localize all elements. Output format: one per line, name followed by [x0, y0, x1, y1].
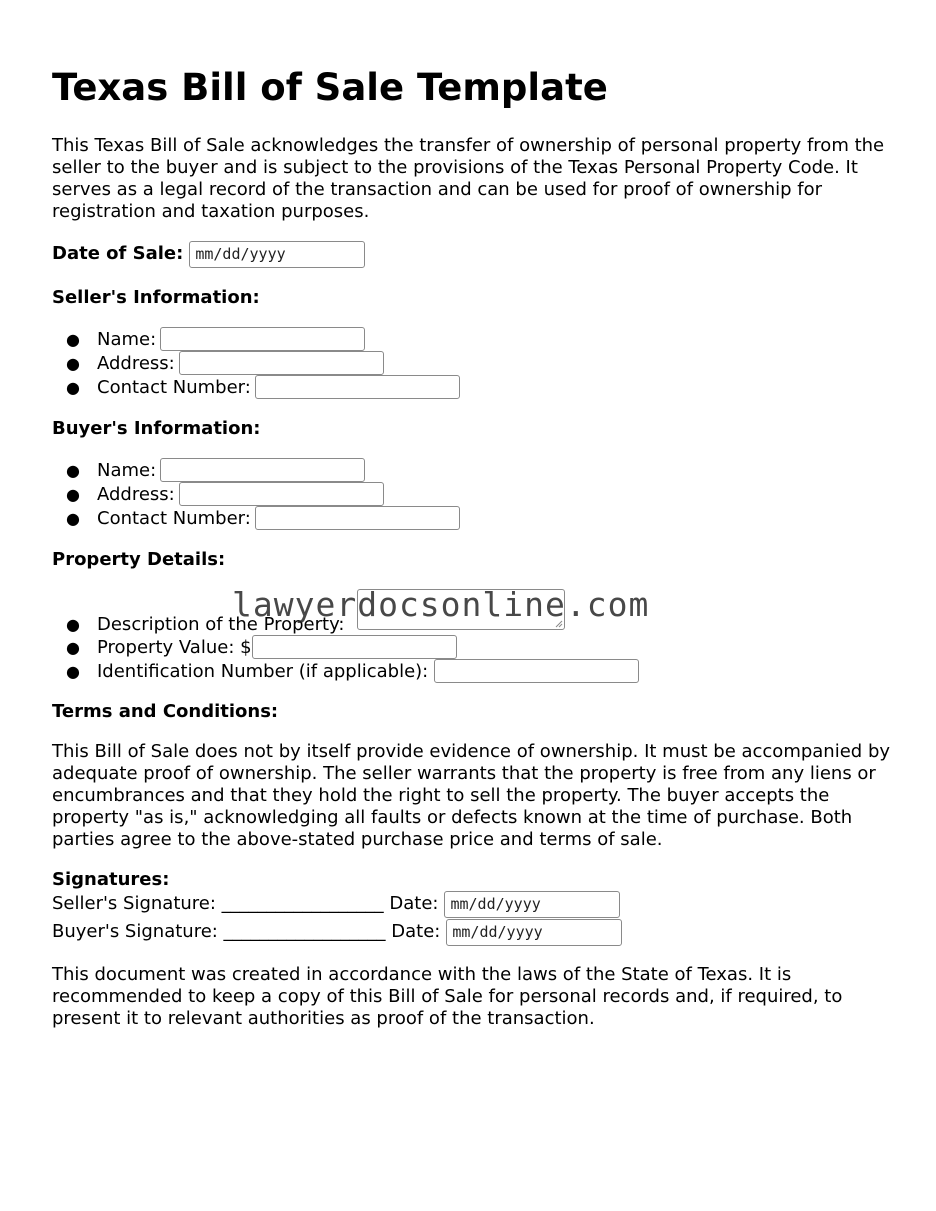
property-id-input[interactable]	[434, 659, 639, 683]
buyer-name-label: Name:	[97, 459, 157, 481]
seller-signature-date-input[interactable]: mm/dd/yyyy	[444, 891, 620, 918]
property-id-row	[52, 659, 639, 683]
seller-name-row	[52, 327, 365, 351]
watermark-text: lawyerdocsonline.com	[232, 585, 650, 624]
buyer-address-label: Address:	[97, 483, 175, 505]
seller-contact-row	[52, 375, 460, 399]
seller-address-input[interactable]	[179, 351, 384, 375]
resize-grip-icon[interactable]	[555, 620, 563, 628]
buyer-address-row	[52, 482, 384, 506]
seller-name-input[interactable]	[160, 327, 365, 351]
property-value-row	[52, 635, 457, 659]
terms-paragraph: This Bill of Sale does not by itself provide evidence of ownership. It must be accompanied by adequate proof of ownership. The seller warrants that the property is free from any liens or encumbrances and that they hold the right to sell the property. The buyer accepts the property "as is," acknowledging all faults or defects known at the time of purchase. Both parties agree to the above-stated purchase price and terms of sale.	[52, 741, 891, 850]
seller-signature-row	[52, 891, 620, 917]
property-id-label: Identification Number (if applicable):	[97, 660, 429, 682]
bullet-icon: ●	[66, 377, 80, 397]
terms-heading: Terms and Conditions:	[52, 701, 279, 722]
buyer-signature-label: Buyer's Signature: __________________ Date:	[52, 921, 441, 942]
buyer-address-input[interactable]	[179, 482, 384, 506]
bullet-icon: ●	[66, 484, 80, 504]
bullet-icon: ●	[66, 661, 80, 681]
seller-address-row	[52, 351, 384, 375]
bullet-icon: ●	[66, 637, 80, 657]
page-title: Texas Bill of Sale Template	[52, 66, 608, 109]
bullet-icon: ●	[66, 353, 80, 373]
seller-name-label: Name:	[97, 328, 157, 350]
buyer-contact-label: Contact Number:	[97, 507, 251, 529]
property-description-row	[52, 612, 345, 636]
property-value-input[interactable]	[252, 635, 457, 659]
signatures-heading: Signatures:	[52, 869, 170, 890]
property-heading: Property Details:	[52, 549, 226, 570]
bullet-icon: ●	[66, 460, 80, 480]
property-description-label: Description of the Property:	[97, 613, 345, 635]
buyer-signature-date-input[interactable]: mm/dd/yyyy	[446, 919, 622, 946]
property-description-textarea[interactable]	[357, 589, 565, 630]
seller-heading: Seller's Information:	[52, 287, 260, 308]
property-value-label: Property Value: $	[97, 636, 252, 658]
bullet-icon: ●	[66, 508, 80, 528]
seller-address-label: Address:	[97, 352, 175, 374]
bullet-icon: ●	[66, 329, 80, 349]
date-of-sale-label: Date of Sale:	[52, 243, 184, 264]
seller-signature-label: Seller's Signature: __________________ Date:	[52, 893, 439, 914]
buyer-contact-input[interactable]	[255, 506, 460, 530]
buyer-heading: Buyer's Information:	[52, 418, 261, 439]
buyer-contact-row	[52, 506, 460, 530]
footer-paragraph: This document was created in accordance with the laws of the State of Texas. It is recommended to keep a copy of this Bill of Sale for personal records and, if required, to present it to relevant authorities as proof of the transaction.	[52, 964, 843, 1029]
date-of-sale-row	[52, 241, 365, 267]
buyer-signature-row	[52, 919, 622, 945]
buyer-name-row	[52, 458, 365, 482]
seller-contact-label: Contact Number:	[97, 376, 251, 398]
intro-paragraph: This Texas Bill of Sale acknowledges the transfer of ownership of personal property from the seller to the buyer and is subject to the provisions of the Texas Personal Property Code. It serves as a legal record of the transaction and can be used for proof of ownership for registration and taxation purposes.	[52, 135, 885, 222]
seller-contact-input[interactable]	[255, 375, 460, 399]
bullet-icon: ●	[66, 614, 80, 634]
buyer-name-input[interactable]	[160, 458, 365, 482]
date-of-sale-input[interactable]: mm/dd/yyyy	[189, 241, 365, 268]
